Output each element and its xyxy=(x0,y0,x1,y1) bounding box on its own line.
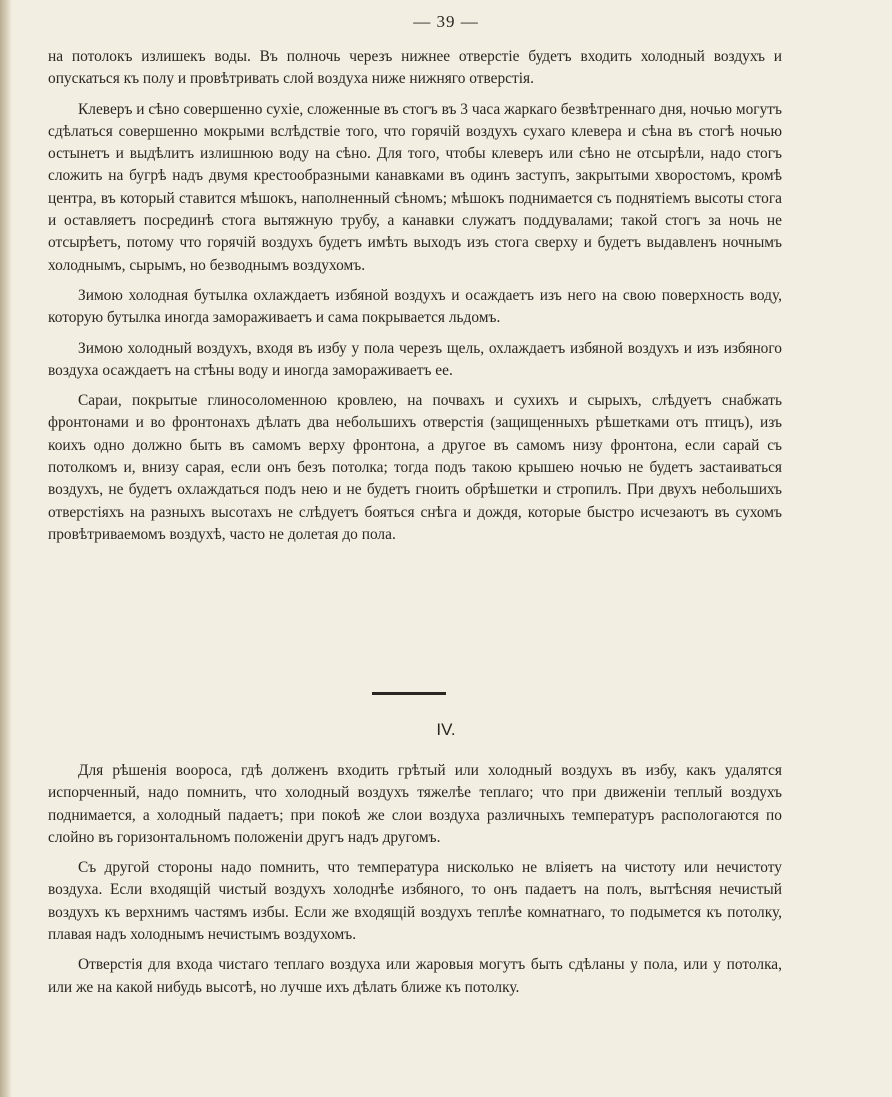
paragraph: на потолокъ излишекъ воды. Въ полночь черезъ нижнее отверстіе будетъ входить холодный воздухъ и опускаться къ полу и провѣтривать слой воздуха ниже нижняго отверстія. xyxy=(48,48,782,88)
section-heading: IV. xyxy=(436,720,456,739)
paragraph: Зимою холодный воздухъ, входя въ избу у пола черезъ щель, охлаждаетъ избяной воздухъ и изъ избяного воздуха осаждаетъ на стѣны воду и иногда замораживаетъ ее. xyxy=(48,339,782,379)
paragraph: Съ другой стороны надо помнить, что температура нисколько не вліяетъ на чистоту или нечистоту воздуха. Если входящій чистый воздухъ холоднѣе избяного, то онъ падаетъ на полъ, вытѣсняя нечистый воздухъ къ верхнимъ частямъ избы. Если же входящій воздухъ теплѣе комнатнаго, то подымется къ потолку, плавая надъ холоднымъ нечистымъ воздухомъ. xyxy=(48,859,782,944)
paragraph: Зимою холодная бутылка охлаждаетъ избяной воздухъ и осаждаетъ изъ него на свою поверхность воду, которую бутылка иногда замораживаетъ и сама покрывается льдомъ. xyxy=(48,286,782,327)
body-text-bottom xyxy=(48,760,782,1007)
paragraph: Сараи, покрытые глиносоломенною кровлею, на почвахъ и сухихъ и сырыхъ, слѣдуетъ снабжать фронтонами и во фронтонахъ дѣлать два небольшихъ отверстія (защищенныхъ рѣшетками отъ птицъ), изъ коихъ одно должно быть въ самомъ верху фронтона, а другое въ самомъ низу фронтона, если сарай съ потолкомъ и, внизу сарая, если онъ безъ потолка; тогда подъ такою крышею ночью не будетъ застаиваться воздухъ, не будетъ охлаждаться подъ нею и не будетъ гноить обрѣшетки и стропилъ. При двухъ небольшихъ отверстіяхъ на разныхъ высотахъ не слѣдуетъ бояться снѣга и дождя, которые быстро исчезаютъ въ сухомъ провѣтриваемомъ воздухѣ, часто не долетая до пола. xyxy=(48,392,782,543)
page-number: — 39 — xyxy=(413,12,479,31)
paragraph: Клеверъ и сѣно совершенно сухіе, сложенные въ стогъ въ 3 часа жаркаго безвѣтреннаго дня, ночью могутъ сдѣлаться совершенно мокрыми вслѣдствіе того, что горячій воздухъ сухаго клевера и сѣна въ стогѣ ночью остынетъ и выдѣлитъ излишнюю воду на сѣно. Для того, чтобы клеверъ или сѣно не отсырѣли, надо стогъ сложить на бугрѣ надъ двумя крестообразными канавками въ одинъ заступъ, закрытыми хворостомъ, кромѣ центра, въ который ставится мѣшокъ, наполненный сѣномъ; мѣшокъ поднимается съ поднятіемъ высоты стога и оставляетъ посрединѣ стога вытяжную трубу, а канавки служатъ поддувалами; такой стогъ за ночь не отсырѣетъ, потому что горячій воздухъ будетъ имѣть выходъ изъ стога сверху и будетъ выдавленъ ночнымъ холоднымъ, сырымъ, но безводнымъ воздухомъ. xyxy=(48,100,782,274)
section-divider xyxy=(372,692,446,695)
page-spine-shadow xyxy=(0,0,12,1097)
body-text-top xyxy=(48,46,782,554)
paragraph: Для рѣшенія воороса, гдѣ долженъ входить грѣтый или холодный воздухъ въ избу, какъ удалятся испорченный, надо помнить, что холодный воздухъ тяжелѣе теплаго; что при движеніи теплый воздухъ поднимается, а холодный падаетъ; при покоѣ же слои воздуха различныхъ температуръ распологаются по слойно въ горизонтальномъ положеніи другъ надъ другомъ. xyxy=(48,762,782,846)
paragraph: Отверстія для входа чистаго теплаго воздуха или жаровыя могутъ быть сдѣланы у пола, или у потолка, или же на какой нибудь высотѣ, но лучше ихъ дѣлать ближе къ потолку. xyxy=(48,956,782,996)
